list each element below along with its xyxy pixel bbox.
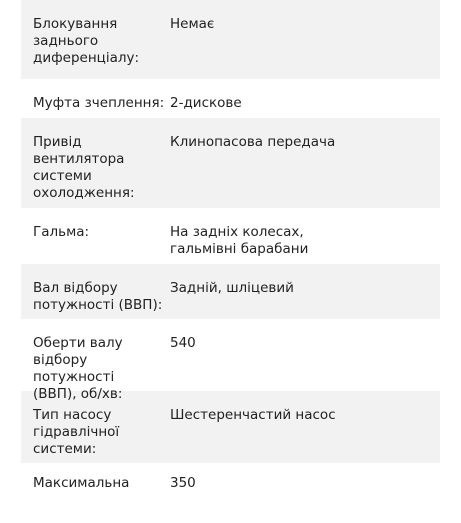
spec-value: Задній, шліцевий (170, 280, 294, 296)
specifications-table (21, 0, 440, 523)
spec-row-max (21, 463, 440, 523)
spec-value: Немає (170, 16, 215, 32)
spec-row-brakes (21, 208, 440, 264)
spec-label: Привід вентилятора системи охолодження: (33, 134, 135, 201)
spec-row-pto-speed (21, 319, 440, 402)
spec-row-rear-differential-lock (21, 0, 440, 79)
spec-value: Шестеренчастий насос (170, 407, 336, 423)
spec-value: 350 (170, 475, 196, 491)
spec-label: Тип насосу гідравлічної системи: (33, 407, 120, 457)
spec-label: Блокування заднього диференціалу: (33, 16, 140, 66)
spec-label: Оберти валу відбору потужності (ВВП), об/хв: (33, 335, 123, 402)
spec-row-clutch (21, 79, 440, 118)
spec-value: 2-дискове (170, 95, 242, 111)
spec-value: На задніх колесах, гальмівні барабани (170, 224, 309, 257)
spec-row-pto (21, 264, 440, 319)
spec-label: Максимальна (33, 475, 130, 491)
spec-label: Вал відбору потужності (ВВП): (33, 280, 163, 313)
spec-label: Муфта зчеплення: (33, 95, 165, 111)
spec-value: Клинопасова передача (170, 134, 336, 150)
spec-row-fan-drive (21, 118, 440, 208)
spec-label: Гальма: (33, 224, 90, 240)
spec-value: 540 (170, 335, 196, 351)
